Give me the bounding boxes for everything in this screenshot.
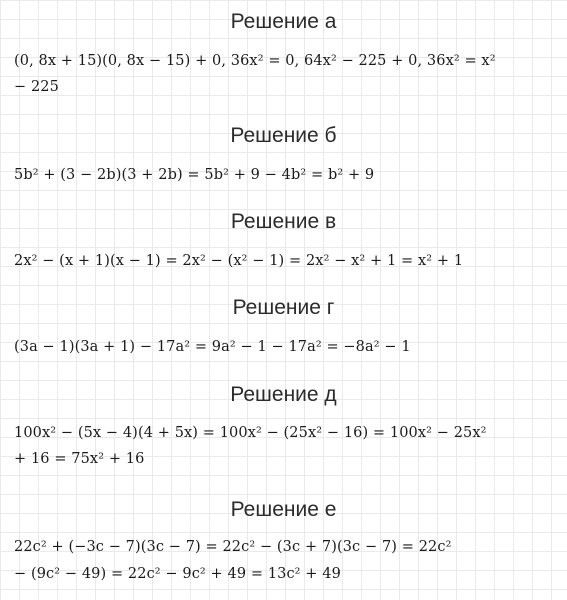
solution-a-title: Решение а (230, 10, 337, 33)
solution-v-line-1: 2x² − (x + 1)(x − 1) = 2x² − (x² − 1) = 2x² − x² + 1 = x² + 1 (14, 253, 464, 269)
solution-e-line-1: 22c² + (−3c − 7)(3c − 7) = 22c² − (3c + 7)(3c − 7) = 22c² (14, 539, 452, 555)
solution-v-title: Решение в (230, 210, 337, 233)
solution-a-line-1: (0, 8x + 15)(0, 8x − 15) + 0, 36x² = 0, 64x² − 225 + 0, 36x² = x² (14, 53, 496, 69)
solution-d-line-1: 100x² − (5x − 4)(4 + 5x) = 100x² − (25x² − 16) = 100x² − 25x² (14, 425, 487, 441)
solution-g-line-1: (3a − 1)(3a + 1) − 17a² = 9a² − 1 − 17a² = −8a² − 1 (14, 339, 411, 355)
solution-e-title: Решение е (230, 498, 337, 521)
solution-b-line-1: 5b² + (3 − 2b)(3 + 2b) = 5b² + 9 − 4b² = b² + 9 (14, 167, 375, 183)
solution-a-line-2: − 225 (14, 79, 59, 95)
solution-b-title: Решение б (230, 124, 337, 147)
solution-e-line-2: − (9c² − 49) = 22c² − 9c² + 49 = 13c² + 49 (14, 566, 341, 582)
solution-d-title: Решение д (230, 383, 337, 406)
solution-g-title: Решение г (232, 296, 335, 319)
solution-d-line-2: + 16 = 75x² + 16 (14, 451, 145, 467)
